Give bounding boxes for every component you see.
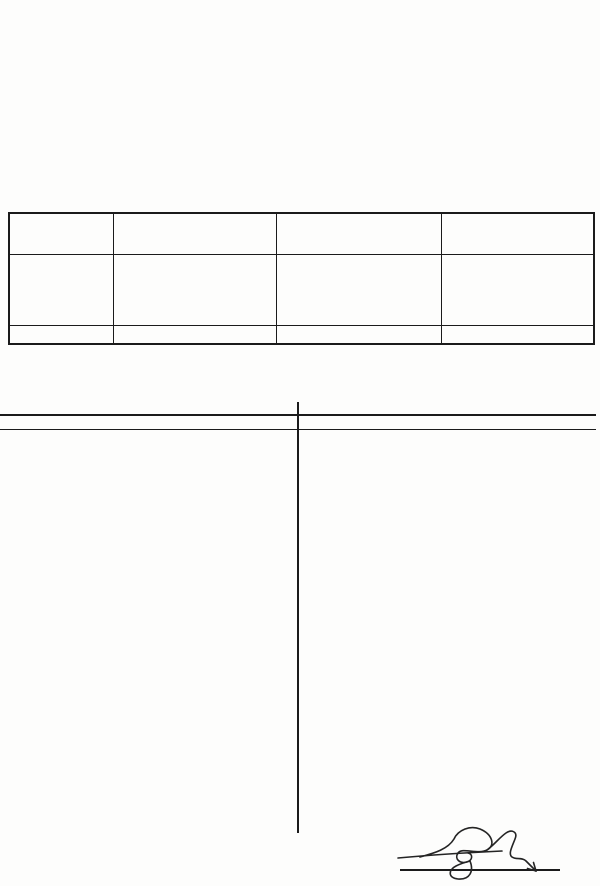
summary-row-result: [9, 326, 594, 345]
yes-fr: [441, 283, 594, 297]
vote-gc: [276, 269, 441, 283]
summary-row-yes: [9, 283, 594, 297]
result-gc: [276, 326, 441, 345]
summary-header-empty: [9, 213, 113, 255]
yes-gc: [276, 283, 441, 297]
vote-label: [9, 269, 113, 283]
summary-header-geographical: [276, 213, 441, 255]
vote-summary-table: [8, 212, 595, 345]
present-fr: [441, 255, 594, 270]
result-label: [9, 326, 113, 345]
clerk-signature: [390, 823, 560, 885]
summary-row-present: [9, 255, 594, 270]
vote-fc: [113, 269, 276, 283]
vote-fr: [441, 269, 594, 283]
summary-header-row: [9, 213, 594, 255]
summary-row-abstain: [9, 311, 594, 326]
no-fc: [113, 297, 276, 311]
summary-row-vote: [9, 269, 594, 283]
column-divider-line: [297, 402, 299, 833]
no-fr: [441, 297, 594, 311]
summary-header-functional: [113, 213, 276, 255]
abstain-label: [9, 311, 113, 326]
abstain-gc: [276, 311, 441, 326]
yes-fc: [113, 283, 276, 297]
abstain-fr: [441, 311, 594, 326]
no-label: [9, 297, 113, 311]
yes-label: [9, 283, 113, 297]
no-gc: [276, 297, 441, 311]
summary-row-no: [9, 297, 594, 311]
present-fc: [113, 255, 276, 270]
present-label: [9, 255, 113, 270]
present-gc: [276, 255, 441, 270]
abstain-fc: [113, 311, 276, 326]
result-fr: [441, 326, 594, 345]
result-fc: [113, 326, 276, 345]
summary-header-final: [441, 213, 594, 255]
